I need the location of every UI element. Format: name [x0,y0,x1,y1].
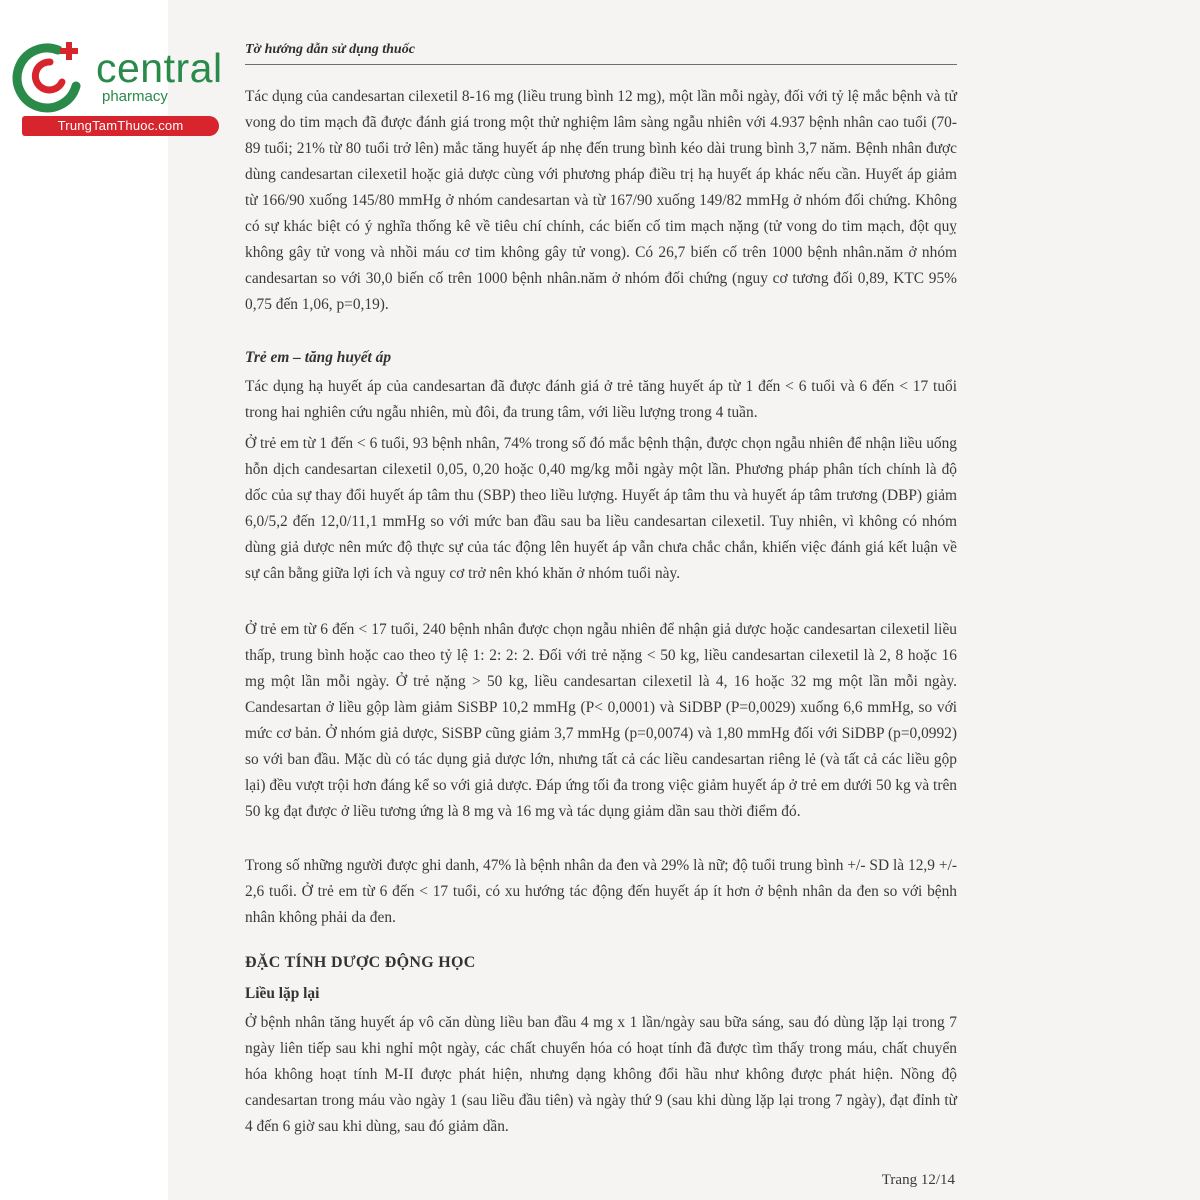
paragraph-demographics [245,853,957,931]
paragraph-text: Trong số những người được ghi danh, 47% là bệnh nhân da đen và 29% là nữ; độ tuổi trung bình +/- SD là 12,9 +/- 2,6 tuổi. Ở trẻ em từ 6 đến < 17 tuổi, có xu hướng tác động đến huyết áp ít hơn ở bệnh nhân da đen so với bệnh nhân không phải da đen. [245,857,957,926]
section-title-text: ĐẶC TÍNH DƯỢC ĐỘNG HỌC [245,954,476,971]
subheading-repeat-dose [245,983,957,1005]
paragraph-children-6-17 [245,617,957,825]
paragraph-text: Tác dụng của candesartan cilexetil 8-16 mg (liều trung bình 12 mg), một lần mỗi ngày, đối với tỷ lệ mắc bệnh và tử vong do tim mạch đã được đánh giá trong một thử nghiệm lâm sàng ngẫu nhiên với 4.937 bệnh nhân cao tuổi (70-89 tuổi; 21% từ 80 tuổi trở lên) mắc tăng huyết áp nhẹ đến trung bình kéo dài trung bình 3,7 năm. Bệnh nhân được dùng candesartan cilexetil hoặc giả dược cùng với phương pháp điều trị hạ huyết áp khác nếu cần. Huyết áp giảm từ 166/90 xuống 145/80 mmHg ở nhóm candesartan và từ 167/90 xuống 149/82 mmHg ở nhóm đối chứng. Không có sự khác biệt có ý nghĩa thống kê về tiêu chí chính, các biến cố tim mạch nặng (tử vong do tim mạch, đột quỵ không gây tử vong và nhồi máu cơ tim không gây tử vong). Có 26,7 biến cố trên 1000 bệnh nhân.năm ở nhóm candesartan so với 30,0 biến cố trên 1000 bệnh nhân.năm ở nhóm đối chứng (nguy cơ tương đối 0,89, KTC 95% 0,75 đến 1,06, p=0,19). [245,88,957,313]
page-number: Trang 12/14 [881,1172,955,1188]
section-title-pharmacokinetics [245,952,957,974]
subheading-text: Liều lặp lại [245,985,320,1002]
paragraph-text: Ở trẻ em từ 1 đến < 6 tuổi, 93 bệnh nhân, 74% trong số đó mắc bệnh thận, được chọn ngẫu nhiên để nhận liều uống hỗn dịch candesartan cilexetil 0,05, 0,20 hoặc 0,40 mg/kg mỗi ngày một lần. Phương pháp phân tích chính là độ dốc của sự thay đổi huyết áp tâm thu (SBP) theo liều lượng. Huyết áp tâm thu và huyết áp tâm trương (DBP) giảm 6,0/5,2 đến 12,0/11,1 mmHg so với mức ban đầu sau ba liều candesartan cilexetil. Tuy nhiên, vì không có nhóm dùng giả dược nên mức độ thực sự của tác động lên huyết áp vẫn chưa chắc chắn, khiến việc đánh giá kết luận về sự cân bằng giữa lợi ích và nguy cơ trở nên khó khăn ở nhóm tuổi này. [245,435,957,582]
pharmacy-cross-icon [10,36,90,116]
logo-subtitle: pharmacy [102,88,168,105]
logo-name: central [96,45,223,91]
document-header: Tờ hướng dẫn sử dụng thuốc [245,40,957,65]
subheading-text: Trẻ em – tăng huyết áp [245,349,392,366]
paragraph-repeat-dose [245,1010,957,1140]
subheading-children-hypertension [245,347,957,369]
paragraph-text: Ở bệnh nhân tăng huyết áp vô căn dùng liều ban đầu 4 mg x 1 lần/ngày sau bữa sáng, sau đó dùng lặp lại trong 7 ngày liên tiếp sau khi nghỉ một ngày, các chất chuyển hóa có hoạt tính đã được tìm thấy trong máu, chất chuyển hóa không hoạt tính M-II được phát hiện, nhưng dạng không đổi hầu như không được phát hiện. Nồng độ candesartan trong máu vào ngày 1 (sau liều đầu tiên) và ngày thứ 9 (sau khi dùng lặp lại trong 7 ngày), đạt đỉnh từ 4 đến 6 giờ sau khi dùng, sau đó giảm dần. [245,1014,957,1135]
paragraph-children-overview [245,374,957,426]
paragraph-text: Tác dụng hạ huyết áp của candesartan đã được đánh giá ở trẻ tăng huyết áp từ 1 đến < 6 tuổi và 6 đến < 17 tuổi trong hai nghiên cứu ngẫu nhiên, mù đôi, đa trung tâm, với liều lượng trong 4 tuần. [245,378,957,421]
paragraph-text: Ở trẻ em từ 6 đến < 17 tuổi, 240 bệnh nhân được chọn ngẫu nhiên để nhận giả dược hoặc candesartan cilexetil liều thấp, trung bình hoặc cao theo tỷ lệ 1: 2: 2: 2. Đối với trẻ nặng < 50 kg, liều candesartan cilexetil là 2, 8 hoặc 16 mg một lần mỗi ngày. Ở trẻ nặng > 50 kg, liều candesartan cilexetil là 4, 16 hoặc 32 mg một lần mỗi ngày. Candesartan ở liều gộp làm giảm SiSBP 10,2 mmHg (P< 0,0001) và SiDBP (P=0,0029) xuống 6,6 mmHg, so với mức cơ bản. Ở nhóm giả dược, SiSBP cũng giảm 3,7 mmHg (p=0,0074) và 1,80 mmHg đối với SiDBP (p=0,0992) so với ban đầu. Mặc dù có tác dụng giả dược lớn, nhưng tất cả các liều candesartan riêng lẻ (và tất cả các liều gộp lại) đều vượt trội hơn đáng kể so với giả dược. Đáp ứng tối đa trong việc giảm huyết áp ở trẻ em dưới 50 kg và trên 50 kg đạt được ở liều tương ứng là 8 mg và 16 mg và tác dụng giảm dần sau thời điểm đó. [245,621,957,820]
paragraph-efficacy-elderly [245,84,957,318]
logo-website-banner: TrungTamThuoc.com [22,116,219,136]
paragraph-children-1-6 [245,431,957,587]
central-pharmacy-logo [10,36,223,136]
